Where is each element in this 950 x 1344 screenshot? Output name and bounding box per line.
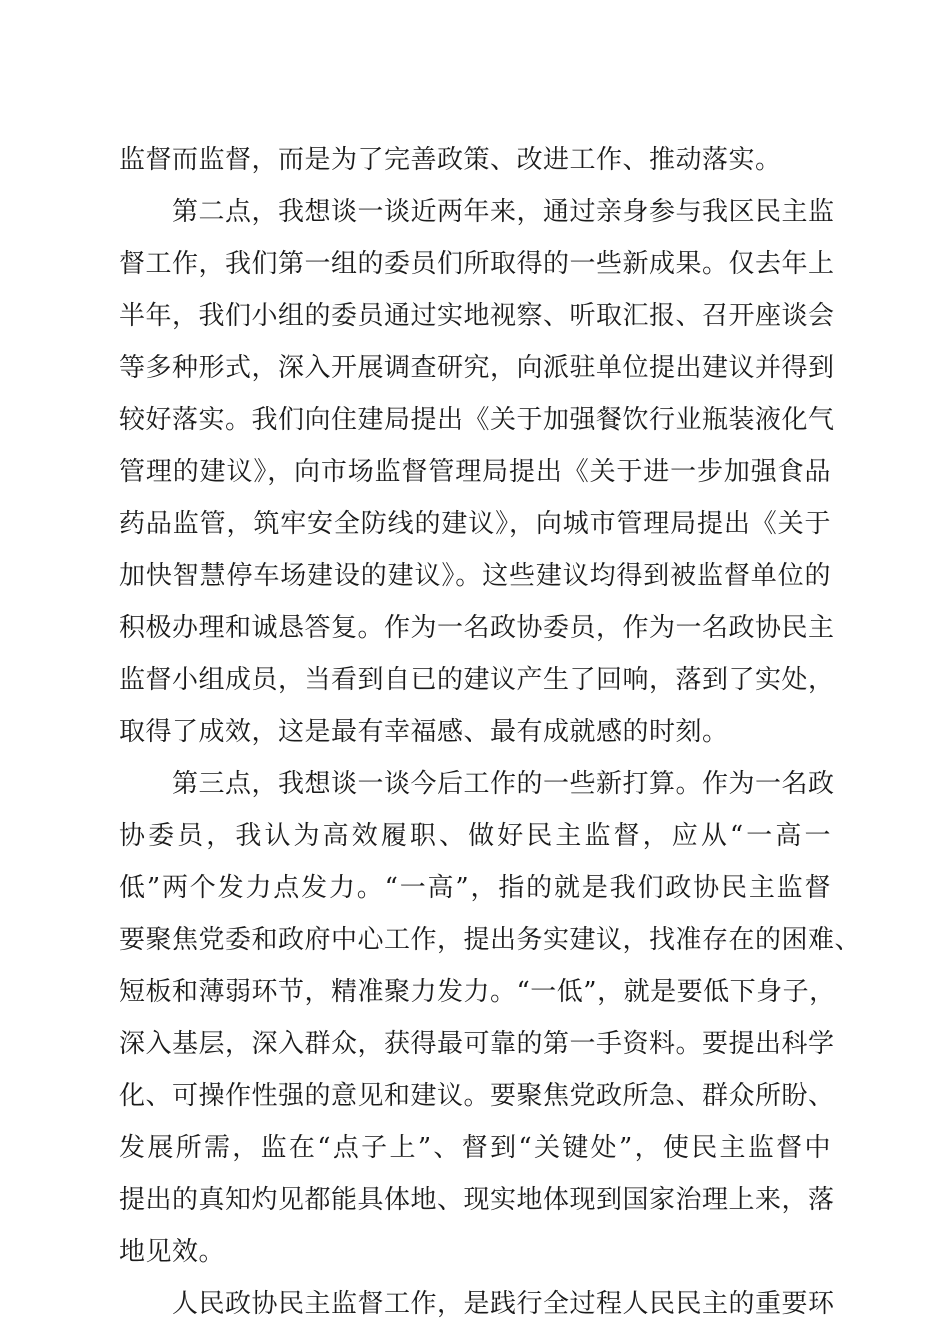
text-line: 短板和薄弱环节，精准聚力发力。“一低”，就是要低下身子， — [119, 977, 836, 1007]
text-line: 深入基层，深入群众，获得最可靠的第一手资料。要提出科学 — [119, 1029, 835, 1059]
text-line: 地见效。 — [119, 1237, 226, 1267]
text-line: 提出的真知灼见都能具体地、现实地体现到国家治理上来，落 — [119, 1185, 835, 1215]
text-line: 化、可操作性强的意见和建议。要聚焦党政所急、群众所盼、 — [119, 1081, 835, 1111]
text-line: 等多种形式，深入开展调查研究，向派驻单位提出建议并得到 — [119, 353, 835, 383]
text-line: 药品监管，筑牢安全防线的建议》，向城市管理局提出《关于 — [119, 509, 831, 539]
text-line: 半年，我们小组的委员通过实地视察、听取汇报、召开座谈会 — [119, 301, 835, 331]
text-line: 第三点，我想谈一谈今后工作的一些新打算。作为一名政 — [119, 769, 835, 799]
text-line: 督工作，我们第一组的委员们所取得的一些新成果。仅去年上 — [119, 249, 835, 279]
text-line: 第二点，我想谈一谈近两年来，通过亲身参与我区民主监 — [119, 197, 835, 227]
text-line: 监督而监督，而是为了完善政策、改进工作、推动落实。 — [119, 145, 782, 175]
text-line: 人民政协民主监督工作，是践行全过程人民民主的重要环 — [119, 1289, 835, 1319]
text-line: 管理的建议》，向市场监督管理局提出《关于进一步加强食品 — [119, 457, 831, 487]
text-line: 协委员，我认为高效履职、做好民主监督，应从“一高一 — [119, 821, 831, 851]
text-line: 发展所需，监在“点子上”、督到“关键处”，使民主监督中 — [119, 1133, 831, 1163]
text-line: 加快智慧停车场建设的建议》。这些建议均得到被监督单位的 — [119, 561, 831, 591]
text-line: 低”两个发力点发力。“一高”，指的就是我们政协民主监督 — [119, 873, 831, 903]
text-line: 要聚焦党委和政府中心工作，提出务实建议，找准存在的困难、 — [119, 925, 862, 955]
text-line: 监督小组成员，当看到自已的建议产生了回响，落到了实处， — [119, 665, 835, 695]
text-line: 取得了成效，这是最有幸福感、最有成就感的时刻。 — [119, 717, 729, 747]
text-line: 积极办理和诚恳答复。作为一名政协委员，作为一名政协民主 — [119, 613, 835, 643]
text-line: 较好落实。我们向住建局提出《关于加强餐饮行业瓶装液化气 — [119, 405, 835, 435]
